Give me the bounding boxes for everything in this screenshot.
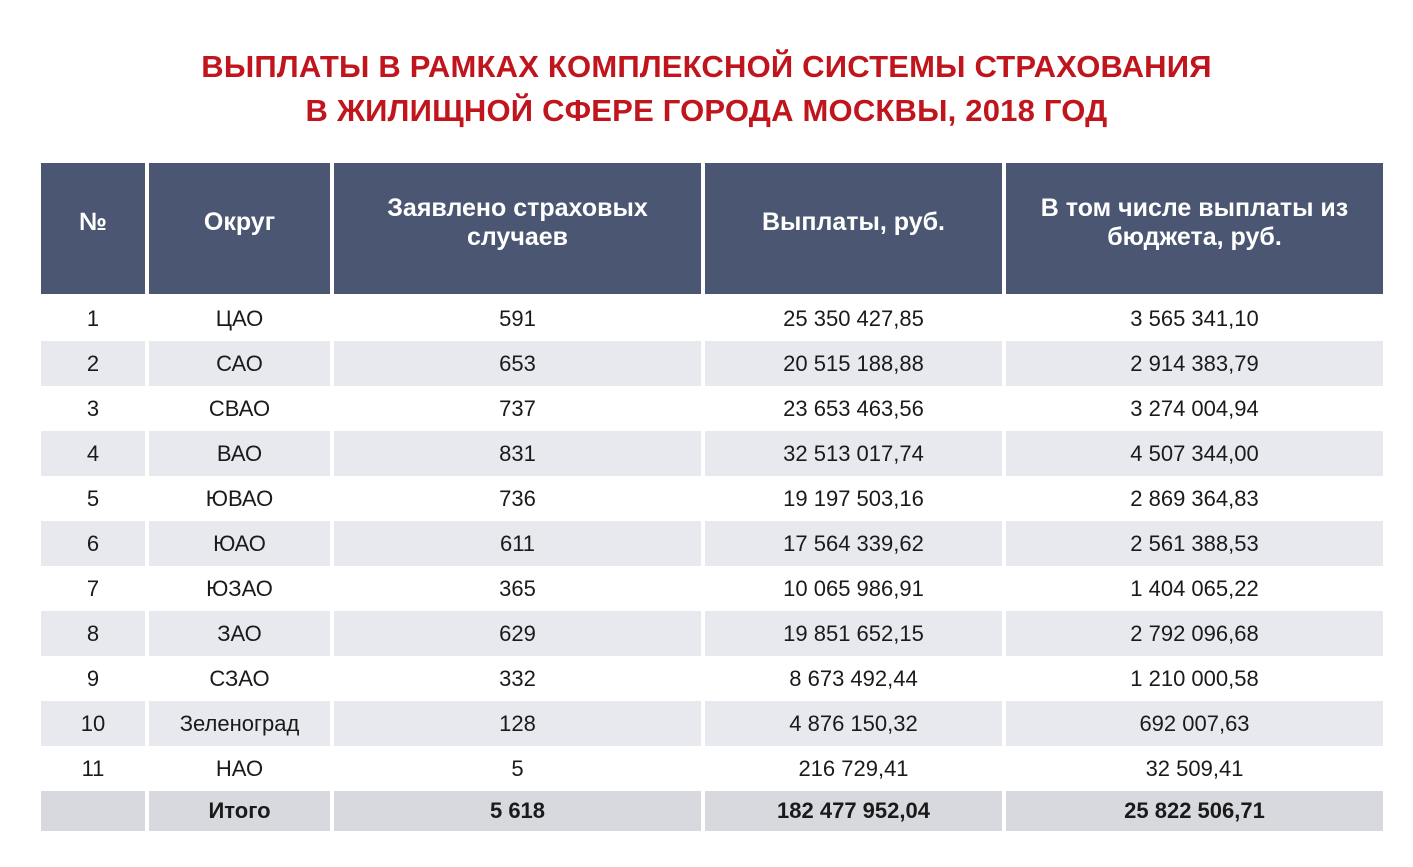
cell-district: ЮЗАО bbox=[206, 575, 273, 601]
cell-payments: 19 851 652,15 bbox=[705, 611, 1002, 656]
cell-budget-payments: 692 007,63 bbox=[1006, 701, 1383, 746]
total-label: Итого bbox=[149, 791, 330, 831]
cell-budget-payments: 3 274 004,94 bbox=[1130, 395, 1259, 421]
cell-number: 9 bbox=[86, 665, 100, 691]
header-claims: Заявлено страховых случаев bbox=[334, 163, 701, 296]
cell-district: НАО bbox=[215, 755, 264, 781]
cell-number: 1 bbox=[86, 305, 100, 331]
cell-payments: 32 513 017,74 bbox=[705, 431, 1002, 476]
cell-claims: 737 bbox=[499, 395, 536, 421]
page-title bbox=[0, 45, 1413, 133]
header-payments: Выплаты, руб. bbox=[705, 163, 1002, 296]
cell-budget-payments: 2 561 388,53 bbox=[1006, 521, 1383, 566]
header-number: № bbox=[41, 163, 145, 296]
table-row bbox=[41, 431, 1383, 476]
title-line-1: ВЫПЛАТЫ В РАМКАХ КОМПЛЕКСНОЙ СИСТЕМЫ СТРАХОВАНИЯ bbox=[201, 49, 1212, 84]
cell-number: 6 bbox=[41, 521, 145, 566]
cell-number: 2 bbox=[41, 341, 145, 386]
table-row bbox=[41, 656, 1383, 701]
cell-budget-payments: 2 869 364,83 bbox=[1130, 485, 1259, 511]
table-header-row bbox=[41, 163, 1383, 296]
cell-claims: 332 bbox=[499, 665, 536, 691]
table-row bbox=[41, 566, 1383, 611]
cell-claims: 629 bbox=[334, 611, 701, 656]
table-row bbox=[41, 521, 1383, 566]
cell-number: 11 bbox=[81, 755, 105, 781]
cell-budget-payments: 32 509,41 bbox=[1145, 755, 1244, 781]
cell-payments: 19 197 503,16 bbox=[783, 485, 924, 511]
cell-payments: 10 065 986,91 bbox=[783, 575, 924, 601]
cell-budget-payments: 1 404 065,22 bbox=[1130, 575, 1259, 601]
cell-district: ЮАО bbox=[149, 521, 330, 566]
total-payments: 182 477 952,04 bbox=[705, 791, 1002, 831]
cell-claims: 5 bbox=[511, 755, 524, 781]
cell-claims: 736 bbox=[499, 485, 536, 511]
cell-district: СЗАО bbox=[209, 665, 270, 691]
header-budget-payments: В том числе выплаты из бюджета, руб. bbox=[1006, 163, 1383, 296]
cell-claims: 653 bbox=[334, 341, 701, 386]
cell-district: ЗАО bbox=[149, 611, 330, 656]
total-cell-number bbox=[41, 791, 145, 831]
cell-budget-payments: 2 914 383,79 bbox=[1006, 341, 1383, 386]
cell-budget-payments: 4 507 344,00 bbox=[1006, 431, 1383, 476]
cell-claims: 611 bbox=[334, 521, 701, 566]
total-row bbox=[41, 791, 1383, 831]
cell-payments: 8 673 492,44 bbox=[789, 665, 918, 691]
cell-claims: 128 bbox=[334, 701, 701, 746]
cell-claims: 831 bbox=[334, 431, 701, 476]
cell-district: САО bbox=[149, 341, 330, 386]
table-row bbox=[41, 386, 1383, 431]
cell-number: 4 bbox=[41, 431, 145, 476]
cell-payments: 25 350 427,85 bbox=[783, 305, 924, 331]
cell-claims: 591 bbox=[499, 305, 536, 331]
cell-number: 7 bbox=[86, 575, 100, 601]
payments-table bbox=[37, 163, 1387, 831]
title-line-2: В ЖИЛИЩНОЙ СФЕРЕ ГОРОДА МОСКВЫ, 2018 ГОД bbox=[305, 93, 1108, 128]
cell-budget-payments: 3 565 341,10 bbox=[1130, 305, 1259, 331]
cell-payments: 23 653 463,56 bbox=[783, 395, 924, 421]
table-row bbox=[41, 341, 1383, 386]
cell-district: ВАО bbox=[149, 431, 330, 476]
table-row bbox=[41, 701, 1383, 746]
cell-district: ЮВАО bbox=[205, 485, 274, 511]
total-claims: 5 618 bbox=[334, 791, 701, 831]
table-row bbox=[41, 296, 1383, 341]
cell-budget-payments: 1 210 000,58 bbox=[1130, 665, 1259, 691]
table-row bbox=[41, 746, 1383, 791]
cell-payments: 216 729,41 bbox=[798, 755, 909, 781]
cell-number: 5 bbox=[86, 485, 100, 511]
total-budget-payments: 25 822 506,71 bbox=[1006, 791, 1383, 831]
cell-payments: 20 515 188,88 bbox=[705, 341, 1002, 386]
cell-claims: 365 bbox=[499, 575, 536, 601]
cell-number: 8 bbox=[41, 611, 145, 656]
table-row bbox=[41, 611, 1383, 656]
cell-district: ЦАО bbox=[215, 305, 264, 331]
cell-payments: 17 564 339,62 bbox=[705, 521, 1002, 566]
table-row bbox=[41, 476, 1383, 521]
cell-number: 3 bbox=[86, 395, 100, 421]
cell-payments: 4 876 150,32 bbox=[705, 701, 1002, 746]
header-district: Округ bbox=[149, 163, 330, 296]
cell-budget-payments: 2 792 096,68 bbox=[1006, 611, 1383, 656]
cell-number: 10 bbox=[41, 701, 145, 746]
cell-district: Зеленоград bbox=[149, 701, 330, 746]
cell-district: СВАО bbox=[208, 395, 271, 421]
